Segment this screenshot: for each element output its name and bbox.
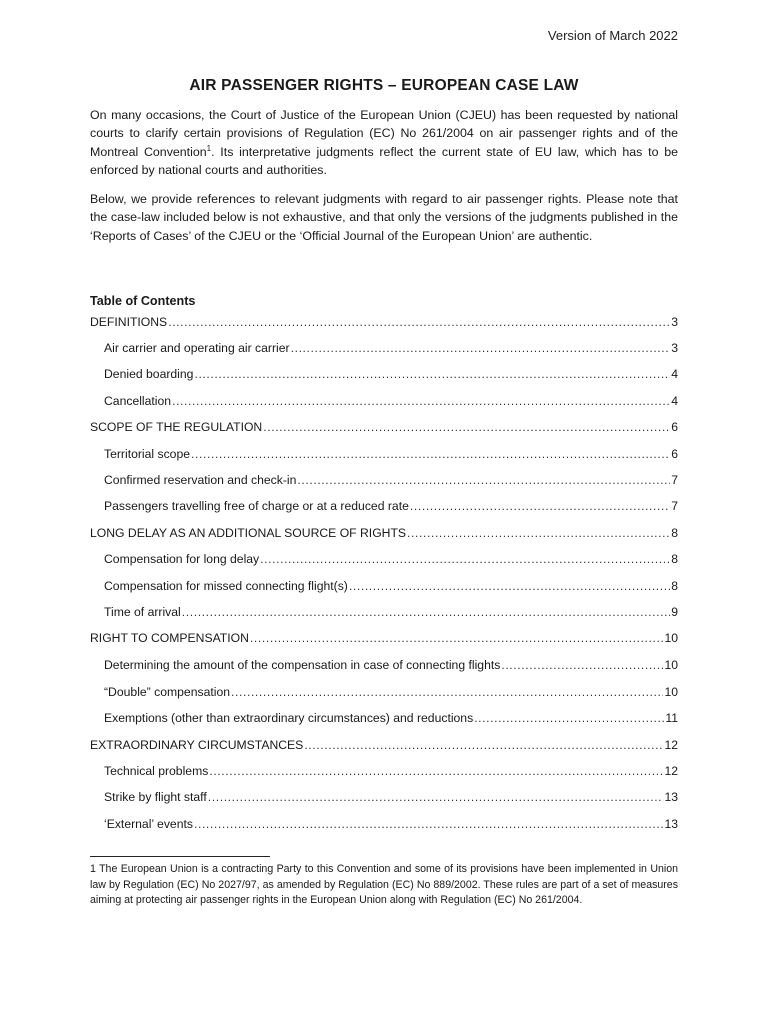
toc-entry-page: 3 [671,341,678,355]
toc-dot-leader [291,340,671,356]
toc-entry-label: “Double” compensation [104,685,231,699]
toc-entry-page: 8 [671,552,678,566]
footnote: 1 The European Union is a contracting Party to this Convention and some of its provisions have been implemented in Union law by Regulation (EC) No 2027/97, as amended by Regulation (EC) No 889/2002. These rules are part of a set of measures aiming at protecting air passenger rights in the European Union along with Regulation (EC) No 261/2004. [90,863,678,907]
toc-dot-leader [407,525,670,541]
toc-dot-leader [194,366,670,382]
toc-entry[interactable] [90,415,678,435]
intro-paragraph-1-tail: . Its interpretative judgments reflect the current state of EU law, which has to be enforced by national courts and authorities. [90,144,678,177]
intro-paragraph-2: Below, we provide references to relevant judgments with regard to air passenger rights. Please note that the case-law included below is not exhaustive, and that only the versions of the judgments published in the ‘Reports of Cases’ of the CJEU or the ‘Official Journal of the European Union’ are authentic. [90,192,678,243]
toc-entry-page: 3 [671,315,678,329]
toc-dot-leader [263,419,670,435]
toc-entry-page: 9 [671,605,678,619]
toc-entry[interactable] [90,521,678,541]
toc-entry[interactable] [104,389,678,409]
toc-entry-label: Strike by flight staff [104,790,207,804]
toc-dot-leader [304,737,663,753]
toc-entry-page: 6 [671,420,678,434]
toc-entry-label: RIGHT TO COMPENSATION [90,631,249,645]
toc-entry-label: LONG DELAY AS AN ADDITIONAL SOURCE OF RIGHTS [90,526,407,540]
toc-entry-label: Compensation for missed connecting flight(s) [104,579,348,593]
document-title: AIR PASSENGER RIGHTS – EUROPEAN CASE LAW [189,77,579,94]
toc-dot-leader [501,657,663,673]
toc-entry-page: 12 [664,738,678,752]
toc-entry[interactable] [104,442,678,462]
footnote-ref[interactable]: 1 [206,143,212,153]
intro-paragraph-1 [90,106,678,179]
toc-entry-label: Determining the amount of the compensation in case of connecting flights [104,658,501,672]
toc-dot-leader [260,551,670,567]
toc-entry-page: 8 [671,579,678,593]
toc-entry-label: Exemptions (other than extraordinary circumstances) and reductions [104,711,474,725]
toc-entry[interactable] [104,336,678,356]
toc-entry-page: 10 [664,685,678,699]
toc-entry-page: 11 [665,711,678,725]
version-label: Version of March 2022 [547,28,678,43]
toc-entry-page: 10 [664,631,678,645]
toc-dot-leader [297,472,670,488]
toc-entry-label: Technical problems [104,764,209,778]
toc-entry[interactable] [90,733,678,753]
toc-entry-label: Air carrier and operating air carrier [104,341,290,355]
toc-entry[interactable] [104,706,678,726]
toc-entry[interactable] [104,574,678,594]
toc-entry-label: Territorial scope [104,447,191,461]
toc-entry[interactable] [90,310,678,330]
toc-entry-label: DEFINITIONS [90,315,168,329]
toc-dot-leader [410,498,670,514]
toc-entry-page: 4 [671,367,678,381]
toc-entry[interactable] [90,626,678,646]
toc-entry-label: SCOPE OF THE REGULATION [90,420,263,434]
toc-entry-label: Passengers travelling free of charge or at a reduced rate [104,499,409,513]
toc-entry-page: 8 [671,526,678,540]
toc-dot-leader [194,816,663,832]
toc-entry-page: 7 [671,499,678,513]
toc-dot-leader [182,604,670,620]
toc-entry[interactable] [104,362,678,382]
toc-dot-leader [168,314,670,330]
toc-entry[interactable] [104,812,678,832]
toc-entry-page: 7 [671,473,678,487]
toc-entry-label: ‘External’ events [104,817,193,831]
toc-dot-leader [250,630,664,646]
toc-entry[interactable] [104,759,678,779]
toc-entry-label: Cancellation [104,394,172,408]
toc-entry-page: 13 [664,817,678,831]
toc-dot-leader [172,393,670,409]
toc-entry-label: Denied boarding [104,367,194,381]
toc-entry[interactable] [104,600,678,620]
toc-entry[interactable] [104,653,678,673]
toc-dot-leader [349,578,670,594]
toc-dot-leader [474,710,664,726]
toc-entry-page: 13 [664,790,678,804]
toc-entry[interactable] [104,547,678,567]
toc-entry-label: Compensation for long delay [104,552,260,566]
toc-entry-label: EXTRAORDINARY CIRCUMSTANCES [90,738,304,752]
toc-entry-label: Confirmed reservation and check-in [104,473,297,487]
toc-entry[interactable] [104,680,678,700]
toc-entry-page: 4 [671,394,678,408]
toc-entry[interactable] [104,468,678,488]
toc-dot-leader [231,684,663,700]
toc-entry-page: 10 [664,658,678,672]
toc-entry-page: 6 [671,447,678,461]
intro-paragraph-1-text: On many occasions, the Court of Justice of the European Union (CJEU) has been requested by national courts to clarify certain provisions of Regulation (EC) No 261/2004 on air passenger rights and of the Montreal Convention [90,108,678,159]
footnote-divider [90,856,270,857]
toc-dot-leader [209,763,663,779]
toc-entry[interactable] [104,785,678,805]
toc-dot-leader [208,789,664,805]
toc-entry-label: Time of arrival [104,605,181,619]
toc-entry[interactable] [104,494,678,514]
toc-dot-leader [191,446,670,462]
toc-heading: Table of Contents [90,294,196,308]
toc-entry-page: 12 [664,764,678,778]
